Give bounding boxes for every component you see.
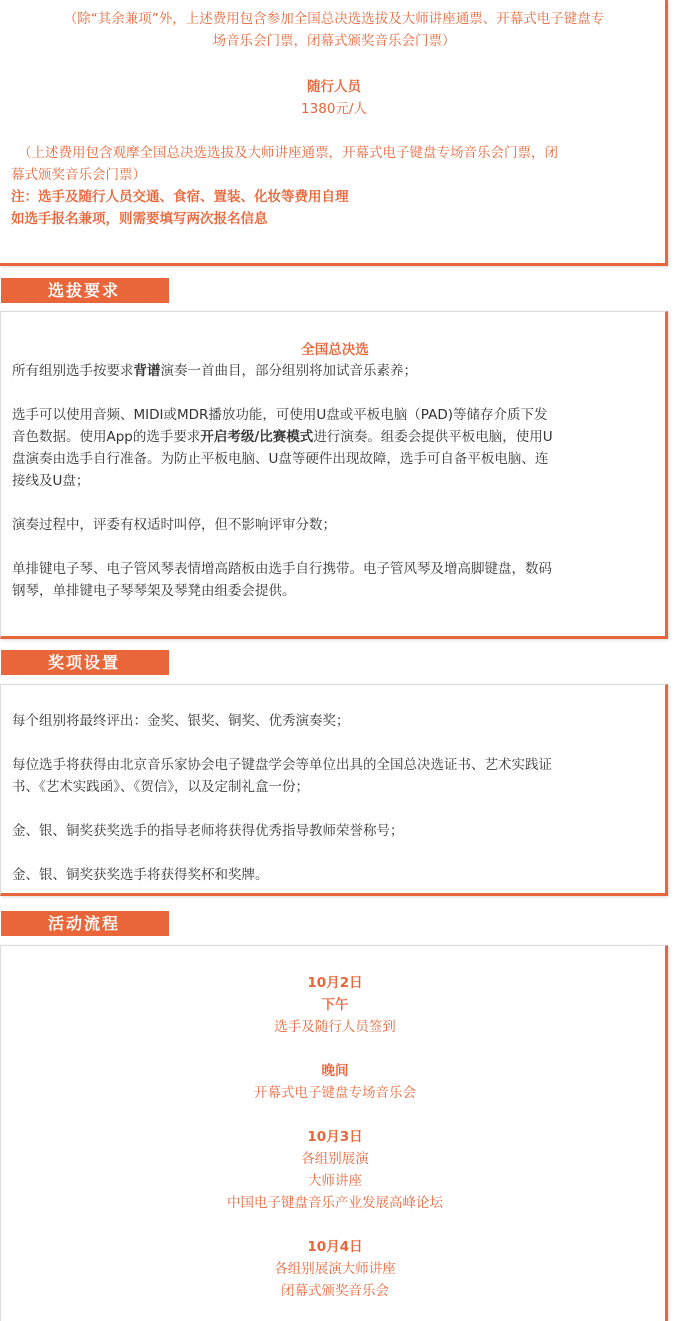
selection-p2-line4: 接线及U盘； bbox=[12, 473, 90, 489]
flow-day2-item3: 中国电子键盘音乐产业发展高峰论坛 bbox=[227, 1195, 443, 1211]
fees-note1-line1: （除“其余兼项”外，上述费用包含参加全国总决选选拔及大师讲座通票、开幕式电子键盘专 bbox=[63, 11, 605, 27]
awards-p2-line1: 每位选手将获得由北京音乐家协会电子键盘学会等单位出具的全国总决选证书、艺术实践证 bbox=[12, 757, 552, 773]
selection-subtitle: 全国总决选 bbox=[301, 342, 369, 358]
selection-p4-line1: 单排键电子琴、电子管风琴表情增高踏板由选手自行携带。电子管风琴及增高脚键盘，数码 bbox=[12, 561, 552, 577]
awards-p1: 每个组别将最终评出：金奖、银奖、铜奖、优秀演奏奖； bbox=[12, 713, 350, 729]
flow-day3-date: 10月4日 bbox=[307, 1239, 363, 1255]
flow-day3-item1: 各组别展演大师讲座 bbox=[274, 1261, 396, 1277]
selection-p4-line2: 钢琴，单排键电子琴琴架及琴凳由组委会提供。 bbox=[12, 583, 296, 599]
flow-day1-checkin: 选手及随行人员签到 bbox=[274, 1019, 396, 1035]
flow-day1-date: 10月2日 bbox=[307, 975, 363, 991]
awards-p2-line2: 书、《艺术实践函》、《贺信》，以及定制礼盒一份； bbox=[12, 779, 309, 795]
selection-panel bbox=[0, 311, 668, 639]
fees-warning-2: 如选手报名兼项，则需要填写两次报名信息 bbox=[11, 211, 268, 227]
selection-p1 bbox=[12, 360, 417, 382]
flow-day2-item1: 各组别展演 bbox=[301, 1151, 369, 1167]
selection-p2-bold: 开启考级/比赛模式 bbox=[200, 429, 314, 445]
selection-p1-c: 演奏一首曲目，部分组别将加试音乐素养； bbox=[160, 363, 417, 379]
selection-p2-a: 音色数据。使用App的选手要求 bbox=[12, 429, 201, 445]
flow-day2-date: 10月3日 bbox=[307, 1129, 363, 1145]
selection-p1-a: 所有组别选手按要求 bbox=[12, 363, 134, 379]
fees-panel bbox=[0, 0, 668, 266]
companion-title: 随行人员 bbox=[307, 79, 361, 95]
selection-p2-line2 bbox=[12, 426, 553, 448]
fees-note2-line2: 幕式颁奖音乐会门票） bbox=[11, 167, 146, 183]
flow-day3-item2: 闭幕式颁奖音乐会 bbox=[281, 1283, 389, 1299]
awards-panel bbox=[0, 684, 668, 896]
awards-p4: 金、银、铜奖获奖选手将获得奖杯和奖牌。 bbox=[12, 867, 269, 883]
selection-p3: 演奏过程中，评委有权适时叫停，但不影响评审分数； bbox=[12, 517, 336, 533]
flow-day2-item2: 大师讲座 bbox=[308, 1173, 362, 1189]
selection-p2-line3: 盘演奏由选手自行准备。为防止平板电脑、U盘等硬件出现故障，选手可自备平板电脑、连 bbox=[12, 451, 549, 467]
flow-day1-afternoon: 下午 bbox=[321, 997, 349, 1013]
awards-p3: 金、银、铜奖获奖选手的指导老师将获得优秀指导教师荣誉称号； bbox=[12, 823, 404, 839]
selection-p2-c: 进行演奏。组委会提供平板电脑，使用U bbox=[313, 429, 553, 445]
selection-p2-line1: 选手可以使用音频、MIDI或MDR播放功能，可使用U盘或平板电脑（PAD)等储存介质下发 bbox=[12, 407, 548, 423]
selection-p1-bold: 背谱 bbox=[133, 363, 161, 379]
flow-day1-evening: 晚间 bbox=[321, 1063, 349, 1079]
selection-header: 选拔要求 bbox=[1, 278, 169, 303]
flow-header: 活动流程 bbox=[1, 911, 169, 936]
flow-day1-concert: 开幕式电子键盘专场音乐会 bbox=[254, 1085, 416, 1101]
fees-note2-line1: （上述费用包含观摩全国总决选选拔及大师讲座通票，开幕式电子键盘专场音乐会门票，闭 bbox=[18, 145, 558, 161]
companion-price: 1380元/人 bbox=[301, 101, 367, 117]
flow-panel bbox=[0, 945, 668, 1321]
fees-note1-line2: 场音乐会门票，闭幕式颁奖音乐会门票） bbox=[212, 33, 456, 49]
fees-warning-1: 注：选手及随行人员交通、食宿、置装、化妆等费用自理 bbox=[11, 189, 349, 205]
awards-header: 奖项设置 bbox=[1, 650, 169, 675]
